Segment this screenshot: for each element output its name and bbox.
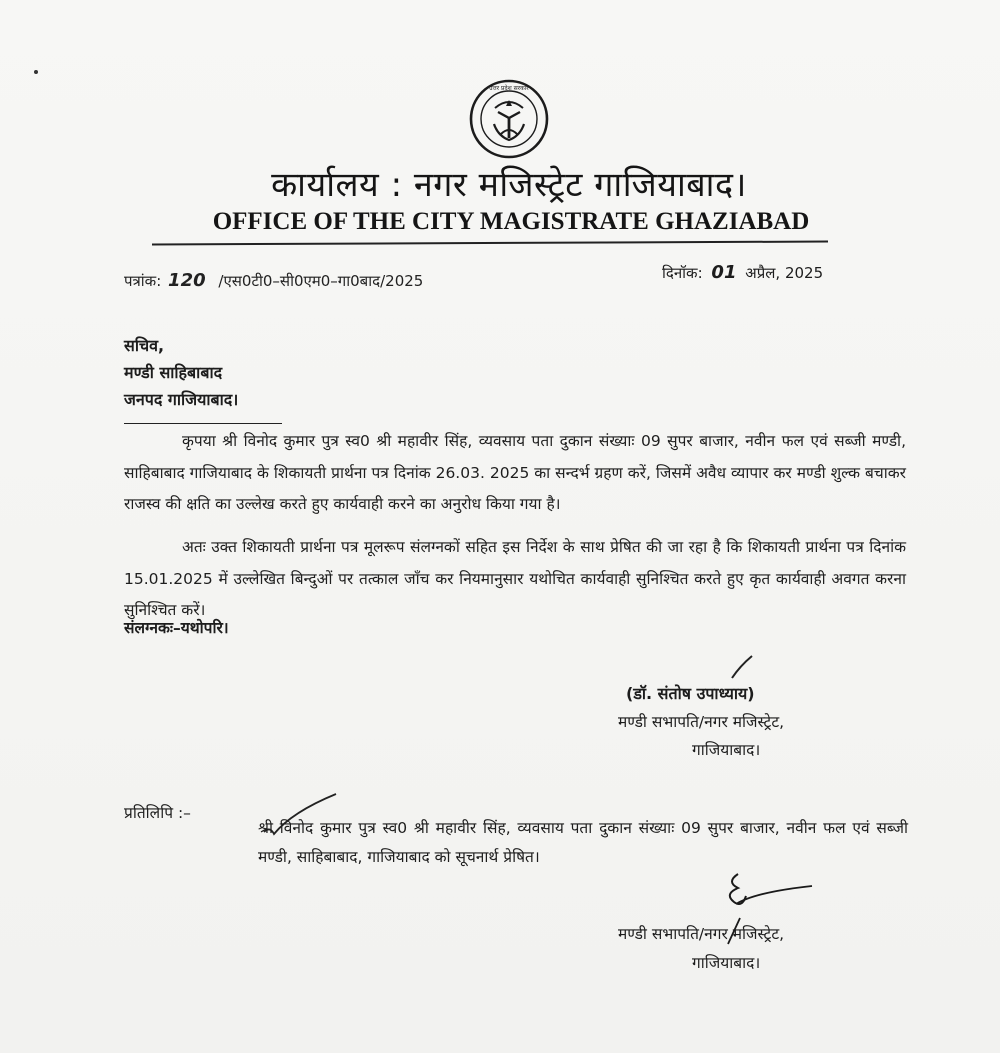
paper-speck [34, 70, 38, 74]
addressee-line3: जनपद गाजियाबाद। [124, 390, 239, 409]
header-divider [152, 241, 828, 246]
copy-designation: मण्डी सभापति/नगर मजिस्ट्रेट, [618, 925, 785, 943]
reference-number [124, 270, 423, 291]
signature-tick-mark [728, 652, 758, 682]
addressee-line1: सचिव, [124, 336, 165, 355]
date-label: दिनॉक: [662, 264, 703, 282]
copy-text: श्री विनोद कुमार पुत्र स्व0 श्री महावीर सिंह, व्यवसाय पता दुकान संख्याः 09 सुपर बाजार, नवीन फल एवं सब्जी मण्डी, साहिबाबाद, गाजियाबाद को सूचनार्थ प्रेषित। [258, 819, 908, 866]
date-rest: अप्रैल, 2025 [745, 264, 824, 282]
office-title-hindi: कार्यालय : नगर मजिस्ट्रेट गाजियाबाद। [271, 165, 747, 205]
office-title-english: OFFICE OF THE CITY MAGISTRATE GHAZIABAD [212, 208, 810, 235]
enclosure-note: संलग्नकः–यथोपरि। [124, 619, 229, 637]
copy-place: गाजियाबाद। [692, 954, 761, 972]
signatory-name: (डॉ. संतोष उपाध्याय) [626, 684, 755, 703]
up-government-emblem-icon [468, 78, 550, 160]
date-handwritten-day: 01 [711, 262, 737, 283]
addressee-underline [124, 423, 282, 424]
reference-prefix: पत्रांक: [124, 272, 162, 290]
body-paragraph-1: कृपया श्री विनोद कुमार पुत्र स्व0 श्री महावीर सिंह, व्यवसाय पता दुकान संख्याः 09 सुपर बाजार, नवीन फल एवं सब्जी मण्डी, साहिबाबाद गाजियाबाद के शिकायती प्रार्थना पत्र दिनांक 26.03. 2025 का सन्दर्भ ग्रहण करें, जिसमें अवैध व्यापार कर मण्डी शुल्क बचाकर राजस्व की क्षति का उल्लेख करते हुए कार्यवाही करने का अनुरोध किया गया है। [124, 432, 906, 513]
reference-handwritten-number: 120 [168, 270, 206, 291]
signatory-designation: मण्डी सभापति/नगर मजिस्ट्रेट, [618, 713, 785, 731]
signatory-place: गाजियाबाद। [692, 741, 761, 759]
addressee-line2: मण्डी साहिबाबाद [124, 363, 223, 382]
body-paragraph-2: अतः उक्त शिकायती प्रार्थना पत्र मूलरूप संलग्नकों सहित इस निर्देश के साथ प्रेषित की जा रहा है कि शिकायती प्रार्थना पत्र दिनांक 15.01.2025 में उल्लेखित बिन्दुओं पर तत्काल जाँच कर नियमानुसार यथोचित कार्यवाही सुनिश्चित करते हुए कृत कार्यवाही अवगत करना सुनिश्चित करें। [124, 538, 906, 619]
copy-label: प्रतिलिपि :– [124, 804, 191, 822]
svg-text:उत्तर प्रदेश सरकार: उत्तर प्रदेश सरकार [489, 85, 529, 92]
reference-suffix: /एस0टी0–सी0एम0–गा0बाद/2025 [218, 272, 424, 290]
letter-date [662, 262, 823, 283]
